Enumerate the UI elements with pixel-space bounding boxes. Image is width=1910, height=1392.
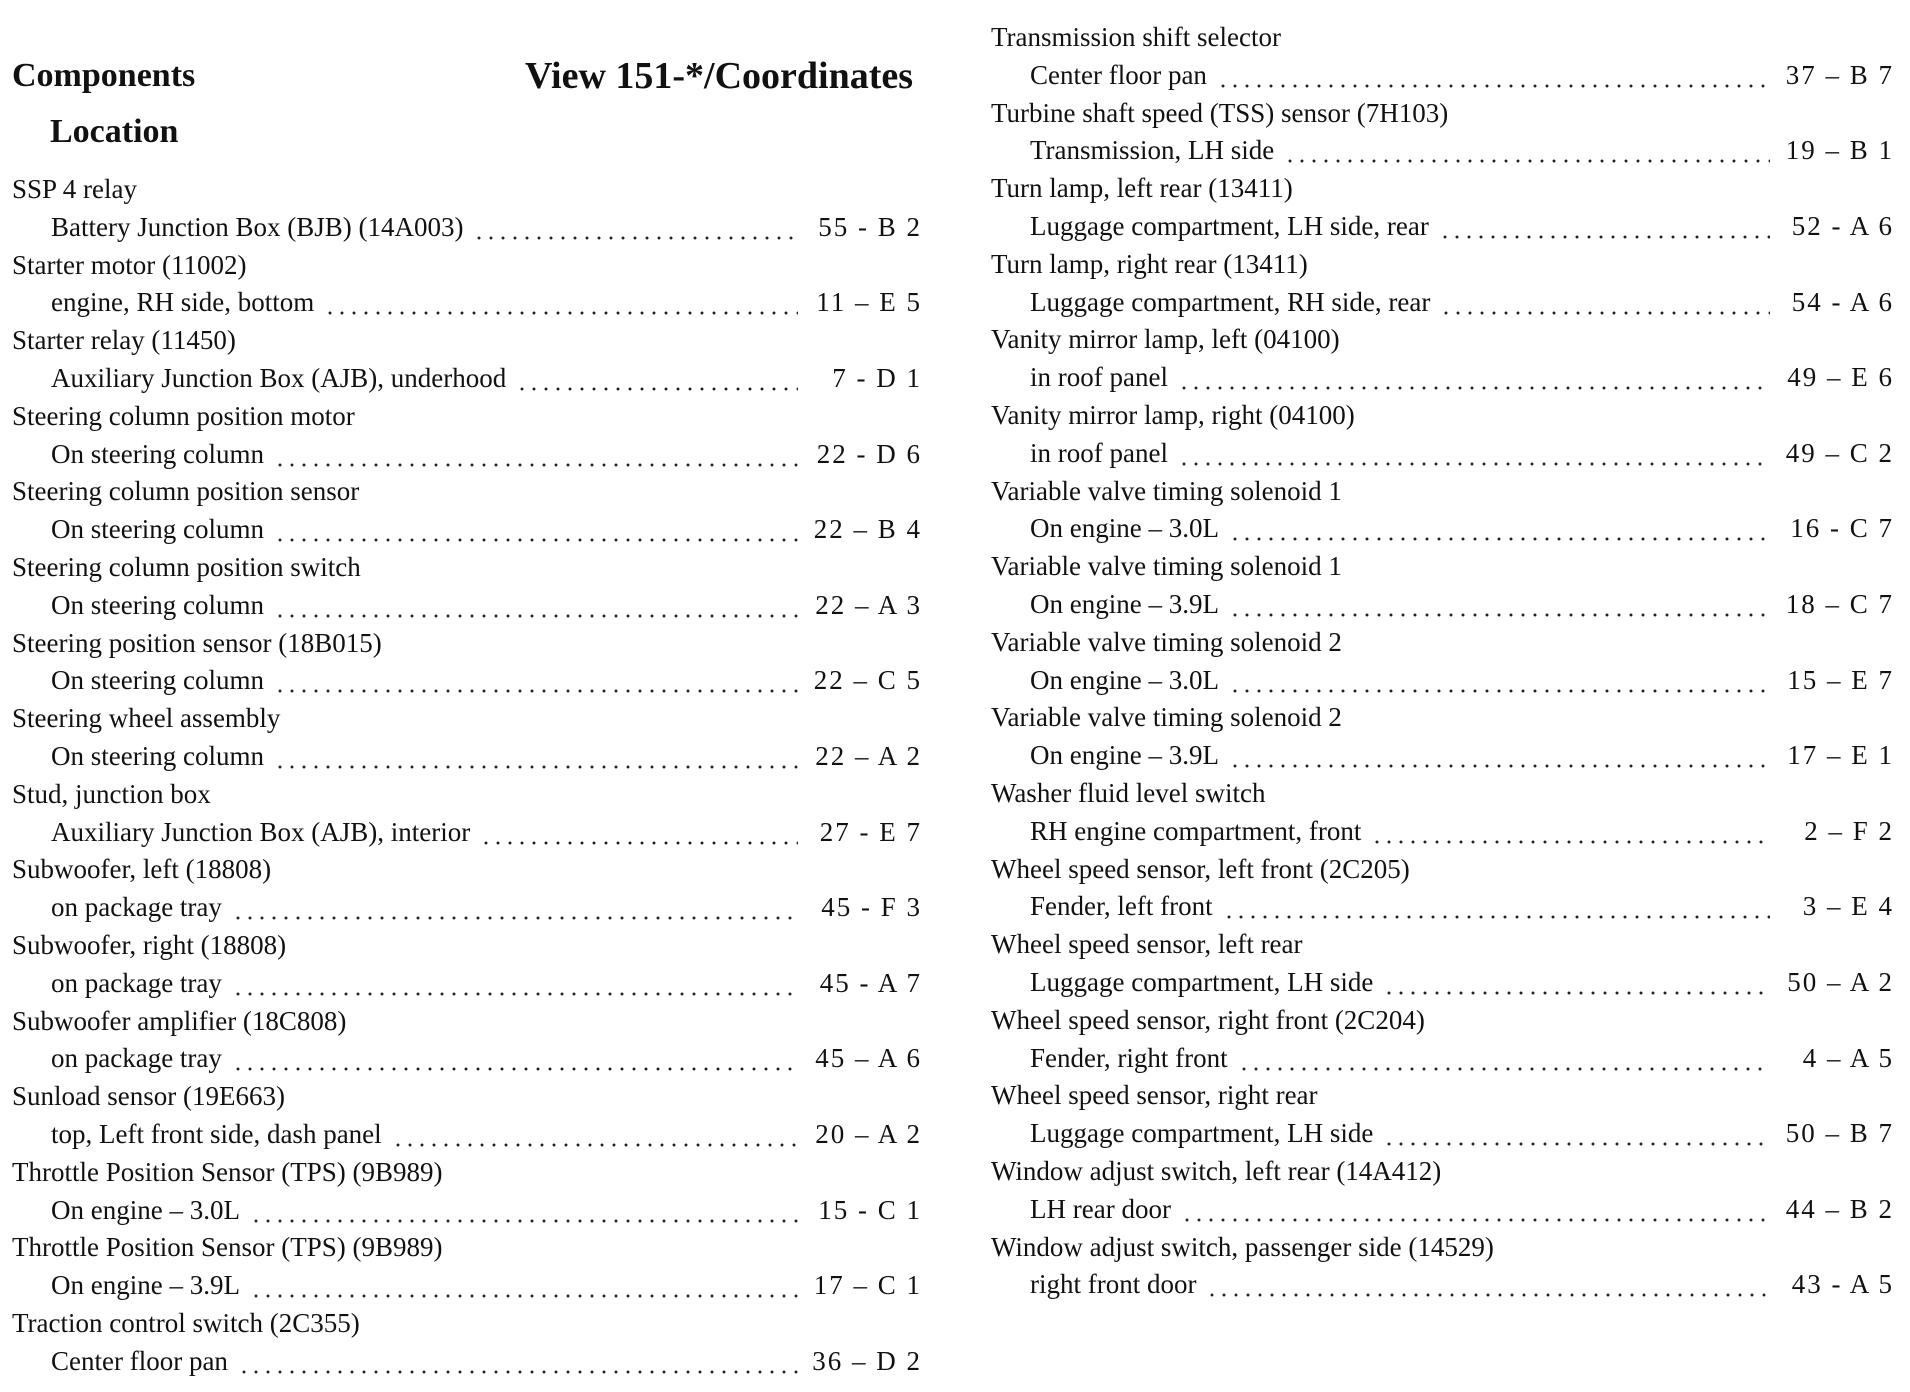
component-coordinate: 37 – B 7: [1785, 59, 1894, 90]
component-name: Steering column position sensor: [12, 476, 360, 507]
component-entry: [12, 247, 922, 323]
component-location: LH rear door: [1030, 1193, 1171, 1224]
component-name: Transmission shift selector: [991, 22, 1281, 52]
component-entry: [12, 927, 922, 1003]
dot-leader: [274, 511, 798, 549]
component-entry: [12, 398, 922, 474]
component-name: Wheel speed sensor, left rear: [991, 929, 1303, 960]
component-name: Stud, junction box: [12, 778, 211, 809]
component-location: Luggage compartment, LH side, rear: [1030, 210, 1429, 241]
component-name: Throttle Position Sensor (TPS) (9B989): [12, 1232, 443, 1263]
component-coordinate: 7 - D 1: [832, 362, 922, 393]
component-name: Variable valve timing solenoid 2: [991, 626, 1342, 657]
component-entry: [991, 1077, 1894, 1153]
component-entry: [12, 1078, 922, 1154]
component-coordinate: 43 - A 5: [1791, 1269, 1894, 1300]
component-location-row: [991, 662, 1894, 700]
component-name: Wheel speed sensor, right rear: [991, 1080, 1318, 1111]
component-location-row: [12, 360, 922, 398]
component-coordinate: 50 – A 2: [1787, 966, 1894, 997]
dot-leader: [1439, 208, 1770, 246]
dot-leader: [1229, 737, 1770, 775]
component-location: engine, RH side, bottom: [51, 287, 315, 318]
component-name: Variable valve timing solenoid 1: [991, 551, 1342, 582]
dot-leader: [516, 360, 798, 398]
component-name: Steering position sensor (18B015): [12, 627, 382, 658]
component-location-row: [991, 964, 1894, 1002]
component-location: On engine – 3.0L: [51, 1194, 240, 1225]
dot-leader: [250, 1192, 798, 1230]
component-location-row: [991, 284, 1894, 322]
dot-leader: [1383, 964, 1770, 1002]
component-location: on package tray: [51, 967, 222, 998]
component-location: Luggage compartment, RH side, rear: [1030, 286, 1431, 317]
dot-leader: [392, 1116, 798, 1154]
dot-leader: [1181, 1191, 1770, 1229]
component-location-row: [12, 738, 922, 776]
component-coordinate: 22 – A 2: [815, 740, 922, 771]
component-coordinate: 45 – A 6: [815, 1043, 922, 1074]
component-location: On steering column: [51, 514, 264, 545]
component-location-row: [12, 1040, 922, 1078]
component-coordinate: 45 - F 3: [821, 892, 922, 923]
component-location-row: [12, 209, 922, 247]
component-coordinate: 27 - E 7: [819, 816, 922, 847]
component-location: in roof panel: [1030, 362, 1168, 393]
dot-leader: [1284, 132, 1770, 170]
dot-leader: [1371, 813, 1770, 851]
component-name: Steering column position motor: [12, 400, 355, 431]
component-name: Washer fluid level switch: [991, 777, 1266, 808]
component-coordinate: 19 – B 1: [1785, 135, 1894, 166]
dot-leader: [1440, 284, 1770, 322]
component-location-row: [991, 132, 1894, 170]
dot-leader: [1217, 57, 1770, 95]
component-location-row: [991, 208, 1894, 246]
dot-leader: [1206, 1266, 1770, 1304]
component-entry: [991, 1002, 1894, 1078]
component-coordinate: 17 – E 1: [1787, 740, 1894, 771]
component-location-row: [12, 511, 922, 549]
component-coordinate: 15 - C 1: [818, 1194, 922, 1225]
component-entry: [991, 699, 1894, 775]
dot-leader: [1178, 435, 1770, 473]
component-entry: [12, 625, 922, 701]
component-location: Battery Junction Box (BJB) (14A003): [51, 211, 464, 242]
component-name: Turbine shaft speed (TSS) sensor (7H103): [991, 97, 1449, 128]
dot-leader: [232, 1040, 798, 1078]
component-name: Vanity mirror lamp, left (04100): [991, 324, 1340, 355]
component-coordinate: 49 – C 2: [1785, 437, 1894, 468]
component-location-row: [991, 359, 1894, 397]
component-entry: [12, 1003, 922, 1079]
dot-leader: [274, 436, 798, 474]
component-coordinate: 55 - B 2: [818, 211, 922, 242]
component-location: on package tray: [51, 892, 222, 923]
component-location-row: [991, 510, 1894, 548]
dot-leader: [1223, 888, 1770, 926]
component-entry: [12, 851, 922, 927]
dot-leader: [1178, 359, 1770, 397]
component-name: Steering wheel assembly: [12, 703, 281, 734]
component-location-row: [991, 586, 1894, 624]
component-coordinate: 11 – E 5: [816, 287, 922, 318]
component-location-row: [991, 1115, 1894, 1153]
component-entry: [991, 95, 1894, 171]
component-entry: [12, 700, 922, 776]
component-location: Center floor pan: [51, 1345, 228, 1376]
location-subheading: Location: [50, 113, 179, 150]
component-location: top, Left front side, dash panel: [51, 1118, 382, 1149]
component-location-row: [991, 813, 1894, 851]
component-entry: [12, 322, 922, 398]
component-location-row: [991, 737, 1894, 775]
component-location: Fender, right front: [1030, 1042, 1228, 1073]
component-location: On steering column: [51, 589, 264, 620]
dot-leader: [473, 209, 798, 247]
dot-leader: [232, 965, 798, 1003]
dot-leader: [250, 1267, 798, 1305]
component-name: Starter relay (11450): [12, 325, 236, 356]
component-name: Subwoofer, right (18808): [12, 929, 287, 960]
component-entry: [991, 1153, 1894, 1229]
component-coordinate: 54 - A 6: [1791, 286, 1894, 317]
component-location: in roof panel: [1030, 437, 1168, 468]
component-coordinate: 4 – A 5: [1802, 1042, 1894, 1073]
component-coordinate: 22 – A 3: [815, 589, 922, 620]
component-location-row: [12, 1116, 922, 1154]
component-entry: [12, 1305, 922, 1381]
dot-leader: [274, 738, 798, 776]
component-location: on package tray: [51, 1043, 222, 1074]
component-location-row: [12, 284, 922, 322]
component-entry: [991, 321, 1894, 397]
component-entry: [991, 246, 1894, 322]
component-location: Center floor pan: [1030, 59, 1207, 90]
component-coordinate: 49 – E 6: [1787, 362, 1894, 393]
component-location: Auxiliary Junction Box (AJB), underhood: [51, 362, 507, 393]
component-coordinate: 44 – B 2: [1785, 1193, 1894, 1224]
component-location-row: [991, 1191, 1894, 1229]
component-name: Steering column position switch: [12, 551, 361, 582]
component-coordinate: 50 – B 7: [1785, 1118, 1894, 1149]
view-coordinates-heading: View 151-*/Coordinates: [525, 55, 914, 97]
dot-leader: [238, 1343, 798, 1381]
dot-leader: [1383, 1115, 1770, 1153]
dot-leader: [480, 814, 798, 852]
component-coordinate: 17 – C 1: [813, 1270, 922, 1301]
dot-leader: [1238, 1040, 1770, 1078]
component-entry: [12, 776, 922, 852]
component-location-row: [991, 435, 1894, 473]
component-name: SSP 4 relay: [12, 174, 138, 204]
component-location-row: [12, 1343, 922, 1381]
component-name: Wheel speed sensor, left front (2C205): [991, 853, 1410, 884]
dot-leader: [274, 662, 798, 700]
component-entry: [991, 473, 1894, 549]
component-entry: [991, 548, 1894, 624]
dot-leader: [324, 284, 798, 322]
component-name: Window adjust switch, passenger side (14529): [991, 1231, 1494, 1262]
component-name: Turn lamp, right rear (13411): [991, 248, 1308, 279]
component-coordinate: 22 – B 4: [813, 514, 922, 545]
component-location: Fender, left front: [1030, 891, 1213, 922]
component-location-row: [12, 1192, 922, 1230]
component-coordinate: 2 – F 2: [1804, 815, 1894, 846]
component-name: Variable valve timing solenoid 2: [991, 702, 1342, 733]
component-entry: [12, 1154, 922, 1230]
component-coordinate: 22 - D 6: [816, 438, 922, 469]
component-entry: [991, 170, 1894, 246]
component-location: On steering column: [51, 665, 264, 696]
component-entry: [991, 926, 1894, 1002]
left-component-list: [12, 171, 922, 1381]
component-entry: [12, 473, 922, 549]
component-location-row: [12, 587, 922, 625]
component-location: On engine – 3.9L: [1030, 588, 1219, 619]
component-location-row: [12, 889, 922, 927]
component-location-row: [12, 965, 922, 1003]
page-title: Components: [12, 57, 196, 94]
dot-leader: [274, 587, 798, 625]
component-location: On steering column: [51, 740, 264, 771]
component-name: Sunload sensor (19E663): [12, 1081, 285, 1112]
component-name: Variable valve timing solenoid 1: [991, 475, 1342, 506]
component-coordinate: 52 - A 6: [1791, 210, 1894, 241]
component-location: On steering column: [51, 438, 264, 469]
component-name: Subwoofer, left (18808): [12, 854, 272, 885]
component-location: On engine – 3.9L: [51, 1270, 240, 1301]
component-entry: [12, 1229, 922, 1305]
component-entry: [991, 775, 1894, 851]
component-location: Auxiliary Junction Box (AJB), interior: [51, 816, 471, 847]
component-location-row: [12, 662, 922, 700]
component-coordinate: 16 - C 7: [1790, 513, 1894, 544]
component-entry: [991, 624, 1894, 700]
right-component-list: [991, 19, 1894, 1304]
component-location: right front door: [1030, 1269, 1197, 1300]
component-entry: [991, 19, 1894, 95]
component-location: On engine – 3.0L: [1030, 513, 1219, 544]
component-name: Subwoofer amplifier (18C808): [12, 1005, 347, 1036]
component-location: On engine – 3.9L: [1030, 740, 1219, 771]
component-coordinate: 20 – A 2: [815, 1118, 922, 1149]
component-location: Luggage compartment, LH side: [1030, 966, 1374, 997]
component-entry: [991, 397, 1894, 473]
component-location: Luggage compartment, LH side: [1030, 1118, 1374, 1149]
component-coordinate: 45 - A 7: [819, 967, 922, 998]
component-entry: [12, 549, 922, 625]
dot-leader: [1229, 662, 1770, 700]
component-location-row: [12, 1267, 922, 1305]
component-location-row: [12, 814, 922, 852]
component-location: RH engine compartment, front: [1030, 815, 1362, 846]
component-name: Starter motor (11002): [12, 249, 247, 280]
component-location-row: [991, 57, 1894, 95]
component-name: Traction control switch (2C355): [12, 1307, 360, 1338]
component-name: Vanity mirror lamp, right (04100): [991, 399, 1355, 430]
dot-leader: [232, 889, 798, 927]
component-location: On engine – 3.0L: [1030, 664, 1219, 695]
component-coordinate: 15 – E 7: [1787, 664, 1894, 695]
component-coordinate: 36 – D 2: [812, 1345, 922, 1376]
component-coordinate: 3 – E 4: [1802, 891, 1894, 922]
component-name: Wheel speed sensor, right front (2C204): [991, 1004, 1425, 1035]
component-coordinate: 18 – C 7: [1785, 588, 1894, 619]
component-name: Turn lamp, left rear (13411): [991, 173, 1293, 204]
dot-leader: [1229, 586, 1770, 624]
component-entry: [991, 851, 1894, 927]
component-name: Throttle Position Sensor (TPS) (9B989): [12, 1156, 443, 1187]
component-location-row: [991, 1040, 1894, 1078]
component-location-row: [991, 888, 1894, 926]
dot-leader: [1229, 510, 1770, 548]
component-entry: [12, 171, 922, 247]
component-location: Transmission, LH side: [1030, 135, 1275, 166]
component-name: Window adjust switch, left rear (14A412): [991, 1155, 1442, 1186]
component-entry: [991, 1229, 1894, 1305]
component-location-row: [991, 1266, 1894, 1304]
component-location-row: [12, 436, 922, 474]
component-coordinate: 22 – C 5: [813, 665, 922, 696]
